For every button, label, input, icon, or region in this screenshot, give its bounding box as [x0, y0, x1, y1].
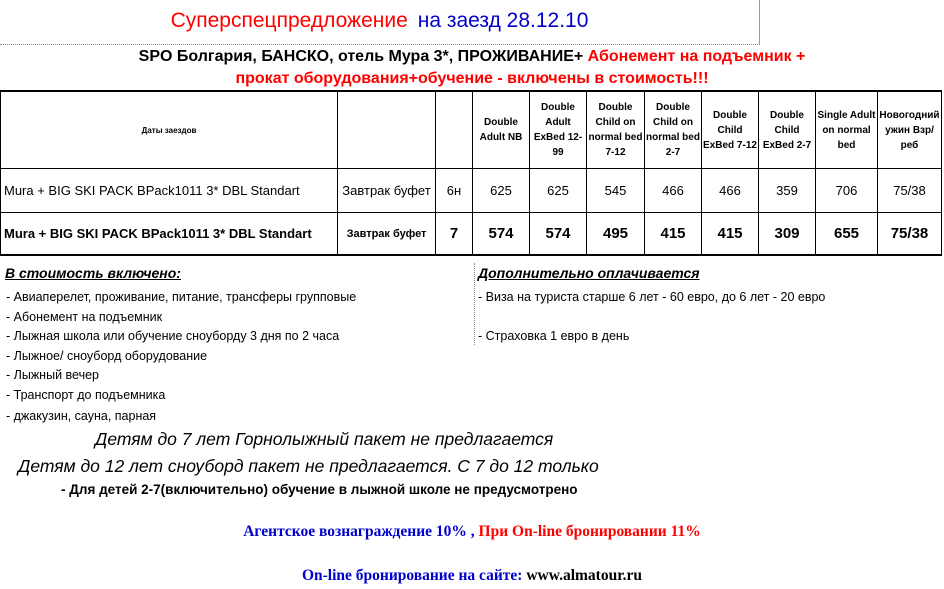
header-double-adult-nb: Double Adult NB [473, 91, 530, 169]
agent-commission [0, 523, 944, 541]
list-item: - Абонемент на подъемник [6, 309, 163, 324]
online-booking-label: On-line бронирование на сайте: [301, 567, 523, 584]
row-price: 574 [473, 213, 530, 256]
header-child-normal-2-7: Double Child on normal bed 2-7 [645, 91, 702, 169]
header-child-exbed-7-12: Double Child ExBed 7-12 [702, 91, 759, 169]
row-price: 75/38 [878, 213, 942, 256]
included-list [6, 288, 356, 405]
extra-visa: - Виза на туриста старше 6 лет - 60 евро, до 6 лет - 20 евро [478, 290, 826, 304]
row-price: 625 [473, 169, 530, 213]
header-dates: Даты заездов [1, 91, 338, 169]
list-item: - Лыжный вечер [6, 368, 99, 382]
list-item: - Авиаперелет, проживание, питание, трансферы групповые [6, 290, 357, 304]
extra-title: Дополнительно оплачивается [478, 265, 700, 281]
note-ski-school: - Для детей 2-7(включительно) обучение в лыжной школе не предусмотрено [61, 482, 578, 497]
row-price: 495 [587, 213, 645, 256]
header-single-adult: Single Adult on normal bed [816, 91, 878, 169]
row-hotel-name: Mura + BIG SKI PACK BPack1011 3* DBL Standart [1, 213, 338, 256]
note-ski-package: Детям до 7 лет Горнолыжный пакет не предлагается [95, 429, 554, 449]
header-child-normal-7-12: Double Child on normal bed 7-12 [587, 91, 645, 169]
list-item: - Лыжная школа или обучение сноуборду 3 дня по 2 часа [6, 329, 340, 343]
spo-line-1 [0, 47, 944, 67]
extra-insurance: - Страховка 1 евро в день [478, 329, 630, 343]
row-meal: Завтрак буфет [338, 169, 436, 213]
table-row [1, 169, 942, 213]
row-hotel-name: Mura + BIG SKI PACK BPack1011 3* DBL Standart [1, 169, 338, 213]
list-item: - Лыжное/ сноуборд оборудование [6, 348, 208, 363]
spo-hotel: SPO Болгария, БАНСКО, отель Мура 3*, ПРОЖИВАНИЕ+ [138, 48, 584, 65]
table-header-row [1, 91, 942, 169]
table-row [1, 213, 942, 256]
header-double-adult-exbed: Double Adult ExBed 12-99 [530, 91, 587, 169]
spo-included-2: прокат оборудования+обучение - включены в стоимость!!! [235, 70, 709, 87]
spo-line-2 [0, 69, 944, 89]
row-price: 466 [702, 169, 759, 213]
header-nights [436, 91, 473, 169]
row-price: 415 [645, 213, 702, 256]
agent-commission-online: При On-line бронировании 11% [474, 523, 701, 540]
row-price: 574 [530, 213, 587, 256]
title-main: Суперспецпредложение [170, 9, 408, 32]
row-price: 415 [702, 213, 759, 256]
row-meal: Завтрак буфет [338, 213, 436, 256]
title-date: на заезд 28.12.10 [417, 9, 589, 32]
row-price: 359 [759, 169, 816, 213]
column-divider [474, 263, 475, 345]
online-booking [0, 567, 944, 585]
row-price: 545 [587, 169, 645, 213]
included-last-item: - джакузин, сауна, парная [6, 409, 157, 423]
header-new-year-dinner: Новогодний ужин Взр/реб [878, 91, 942, 169]
row-price: 625 [530, 169, 587, 213]
website-link[interactable]: www.almatour.ru [522, 567, 643, 584]
row-nights: 7 [436, 213, 473, 256]
price-table [0, 90, 942, 256]
header-meal [338, 91, 436, 169]
spo-included-1: Абонемент на подъемник + [583, 48, 806, 65]
agent-commission-base: Агентское вознаграждение 10% , [243, 523, 475, 540]
row-nights: 6н [436, 169, 473, 213]
list-item: - Транспорт до подъемника [6, 387, 166, 402]
header-child-exbed-2-7: Double Child ExBed 2-7 [759, 91, 816, 169]
row-price: 466 [645, 169, 702, 213]
note-snowboard-package: Детям до 12 лет сноуборд пакет не предлагается. С 7 до 12 только [18, 456, 599, 476]
row-price: 655 [816, 213, 878, 256]
included-title: В стоимость включено: [5, 265, 181, 281]
row-price: 309 [759, 213, 816, 256]
row-price: 75/38 [878, 169, 942, 213]
page-title [0, 9, 759, 33]
row-price: 706 [816, 169, 878, 213]
